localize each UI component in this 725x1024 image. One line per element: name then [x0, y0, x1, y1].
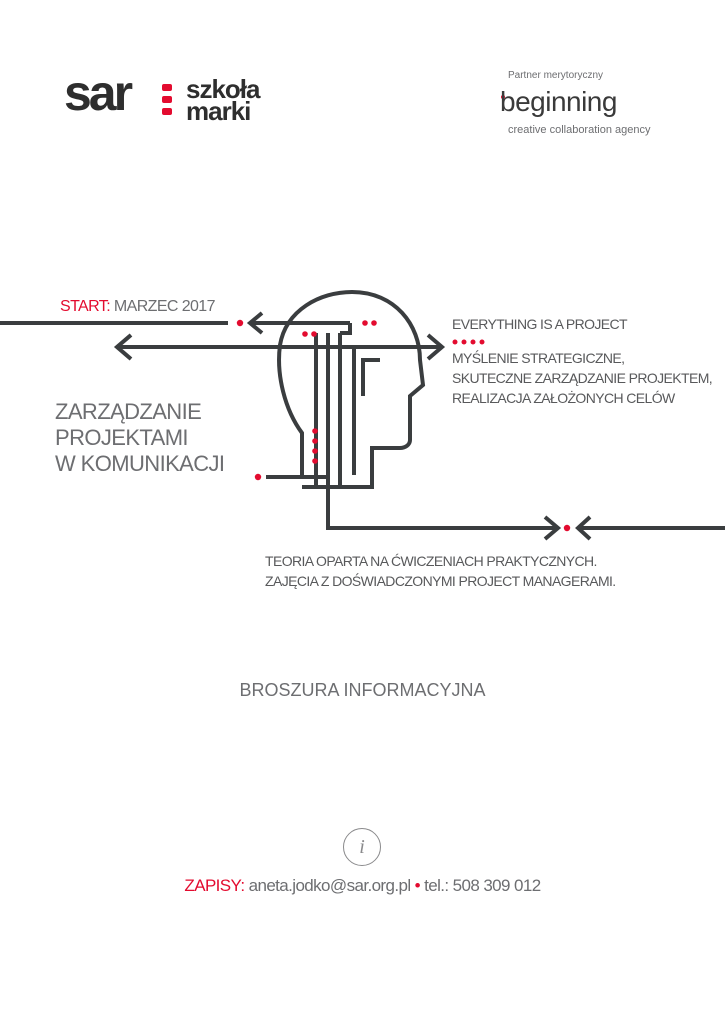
signup-line — [0, 876, 725, 896]
partner-tagline: creative collaboration agency — [508, 124, 651, 136]
project-item: REALIZACJA ZAŁOŻONYCH CELÓW — [452, 390, 675, 406]
course-title-line: ZARZĄDZANIE — [55, 399, 202, 424]
info-icon: i — [343, 828, 381, 866]
signup-separator: • — [414, 876, 420, 895]
signup-phone[interactable]: tel.: 508 309 012 — [424, 876, 541, 895]
project-item: MYŚLENIE STRATEGICZNE, — [452, 350, 625, 366]
project-heading: EVERYTHING IS A PROJECT — [452, 316, 627, 332]
logo-line-2: marki — [186, 96, 251, 126]
logo-sar-word: sar — [64, 65, 131, 121]
theory-text — [265, 551, 616, 591]
project-list — [452, 348, 712, 408]
signup-email[interactable]: aneta.jodko@sar.org.pl — [248, 876, 411, 895]
theory-line: ZAJĘCIA Z DOŚWIADCZONYMI PROJECT MANAGERAMI. — [265, 573, 616, 589]
start-value: MARZEC 2017 — [113, 298, 215, 315]
course-title-line: PROJEKTAMI — [55, 425, 188, 450]
course-title — [55, 399, 224, 477]
start-date — [60, 298, 215, 316]
course-title-line: W KOMUNIKACJI — [55, 451, 225, 476]
start-label: START: — [60, 298, 111, 315]
project-item: SKUTECZNE ZARZĄDZANIE PROJEKTEM, — [452, 370, 713, 386]
partner-label: Partner merytoryczny — [508, 70, 604, 81]
partner-logo: beginning — [500, 86, 617, 117]
logo-line-1: szkoła — [186, 74, 260, 104]
signup-label: ZAPISY: — [184, 876, 245, 895]
brochure-title: BROSZURA INFORMACYJNA — [239, 680, 486, 700]
theory-line: TEORIA OPARTA NA ĆWICZENIACH PRAKTYCZNYCH. — [265, 553, 597, 569]
